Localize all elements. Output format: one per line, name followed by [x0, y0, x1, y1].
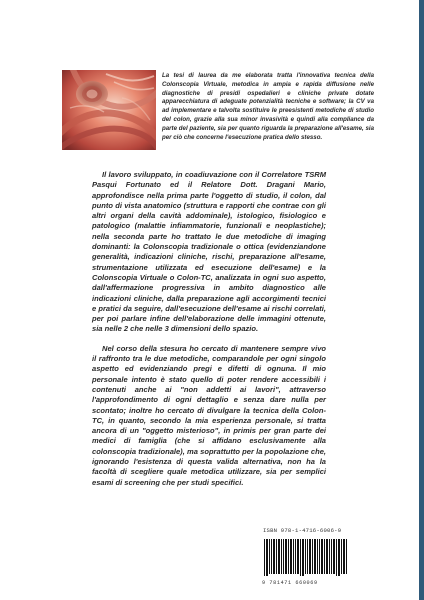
paragraph: Il lavoro sviluppato, in coadiuvazione con il Correlatore TSRM Pasqui Fortunato ed il Relatore Dott. Dragani Mario, approfondisce nella prima parte l'oggetto di studio, il colon, dal punto di vista anatomico (struttura e rapporti che contrae con gli altri organi della cavità addominale), istologico, fisiologico e patologico (malattie infiammatorie, funzionali e neoplastiche); nella seconda parte ho trattato le due metodiche di imaging dominanti: la Colonscopia tradizionale o ottica (evidenziandone generalità, indicazioni cliniche, rischi, preparazione all'esame, strumentazione utilizzata ed esecuzione dell'esame) e la Colonscopia Virtuale o Colon-TC, analizzata in ogni suo aspetto, dall'affermazione progressiva in ambito diagnostico alle indicazioni cliniche, dalla preparazione agli accorgimenti tecnici e pratici da seguire, dall'esecuzione dell'esame ai rischi correlati, per poi parlare infine dell'elaborazione delle immagini ottenute, sia nelle 2 che nelle 3 dimensioni dello spazio. [92, 170, 326, 334]
abstract-text: La tesi di laurea da me elaborata tratta l'innovativa tecnica della Colonscopia Virtuale, metodica in ampia e rapida diffusione nelle diagnostiche di presidi ospedalieri e cliniche private dotate apparecchiatura di adeguate potenzialità tecniche e software; la CV va ad implementare e talvolta sostituire le preesistenti metodiche di studio del colon, grazie alla sua minor invasività e quindi alla compliance da parte del paziente, sia per quanto riguarda la preparazione all'esame, sia per ciò che concerne l'esecuzione pratica dello stesso. [162, 72, 374, 141]
cover-edge [419, 0, 424, 600]
paragraph: Nel corso della stesura ho cercato di mantenere sempre vivo il raffronto tra le due metodiche, comparandole per ogni singolo aspetto ed evidenziando pregi e difetti di ognuna. Il mio personale intento è stato quello di poter rendere accessibili i contenuti anche ai "non addetti ai lavori", attraverso l'approfondimento di ogni dettaglio e senza dare nulla per scontato; inoltre ho cercato di divulgare la tecnica della Colon-TC, in quanto, secondo la mia esperienza personale, si tratta ancora di un "oggetto misterioso", in primis per gran parte dei medici di famiglia (che si affidano esclusivamente alla colonscopia tradizionale), ma soprattutto per la popolazione che, ignorando l'esistenza di questa valida alternativa, non ha la facoltà di scegliere quale metodica utilizzare, sia per semplici esami di screening che per studi specifici. [92, 343, 326, 487]
isbn-barcode-block [260, 526, 352, 586]
body-text [92, 170, 326, 497]
isbn-text: ISBN 978-1-4716-6006-9 [263, 527, 342, 534]
barcode-icon [262, 536, 350, 581]
barcode-digits: 9 781471 660069 [262, 579, 318, 586]
colon-illustration [62, 70, 156, 150]
